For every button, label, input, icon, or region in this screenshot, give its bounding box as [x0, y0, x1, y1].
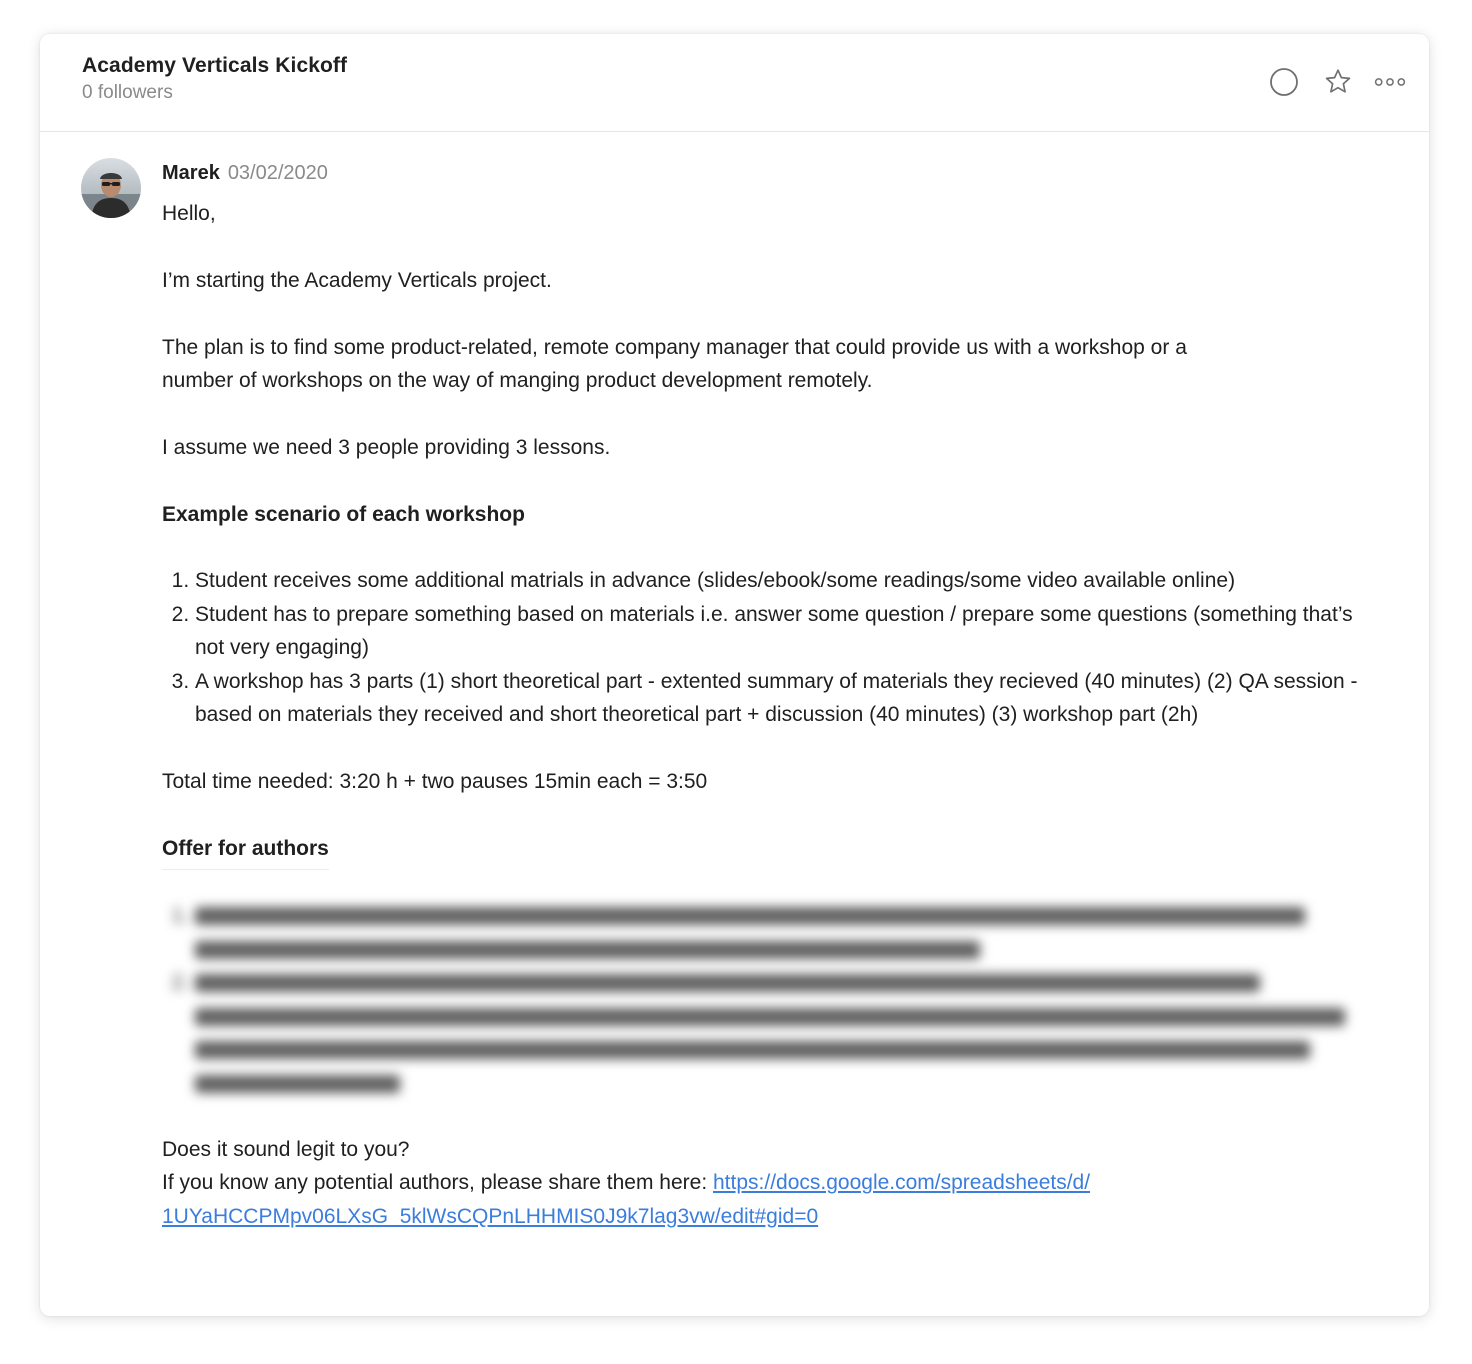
list-item: 3. A workshop has 3 parts (1) short theoretical part - extented summary of materials they recieved (40 minutes) (2) QA session - based on materials they received and short theoretical part + discussion (40 minutes) (3) workshop part (2h): [195, 665, 1362, 732]
followers-count[interactable]: 0 followers: [82, 82, 173, 103]
scenario-list: [162, 564, 1362, 731]
circle-icon: [1269, 67, 1299, 97]
list-item: 1. Student receives some additional matrials in advance (slides/ebook/some readings/some video available online): [195, 564, 1362, 597]
favorite-button[interactable]: [1322, 66, 1354, 98]
star-icon: [1323, 67, 1353, 97]
spreadsheet-link-part-2[interactable]: 1UYaHCCPMpv06LXsG_5klWsCQPnLHHMIS0J9k7lag3vw/edit#gid=0: [162, 1204, 819, 1228]
closing-question: Does it sound legit to you?: [162, 1137, 410, 1161]
avatar-image: [81, 158, 141, 218]
greeting: Hello,: [162, 202, 216, 225]
list-item: 2. Student has to prepare something based on materials i.e. answer some question / prepare some questions (something that’s not very engaging): [195, 598, 1362, 665]
blurred-offer-list: [162, 899, 1362, 1099]
spreadsheet-link-part-1[interactable]: https://docs.google.com/spreadsheets/d/: [713, 1171, 1091, 1195]
scenario-heading: Example scenario of each workshop: [162, 502, 525, 526]
total-time: Total time needed: 3:20 h + two pauses 15min each = 3:50: [162, 769, 708, 793]
mark-complete-button[interactable]: [1268, 66, 1300, 98]
message-meta: [162, 162, 328, 185]
blurred-list-item: [195, 966, 1362, 1100]
plan-line-2: number of workshops on the way of manging product development remotely.: [162, 369, 873, 392]
authors-prompt: If you know any potential authors, please share them here:: [162, 1171, 713, 1195]
thread-header: [40, 34, 1429, 132]
authors-prompt-line: [162, 1166, 1362, 1199]
intro-paragraph: I’m starting the Academy Verticals project.: [162, 268, 552, 292]
blurred-list-item: [195, 899, 1362, 966]
thread-title: Academy Verticals Kickoff: [82, 54, 348, 77]
message-date: 03/02/2020: [227, 162, 328, 184]
author-name[interactable]: Marek: [162, 162, 220, 184]
assumption-paragraph: I assume we need 3 people providing 3 lessons.: [162, 435, 611, 459]
more-horizontal-icon: [1374, 67, 1406, 97]
plan-line-1: The plan is to find some product-related, remote company manager that could provide us with a workshop or a: [162, 335, 1187, 359]
thread-card: [40, 34, 1429, 1316]
avatar[interactable]: [81, 158, 141, 218]
message-body: [162, 197, 1362, 1233]
offer-heading: Offer for authors: [162, 832, 329, 870]
more-options-button[interactable]: [1374, 66, 1406, 98]
